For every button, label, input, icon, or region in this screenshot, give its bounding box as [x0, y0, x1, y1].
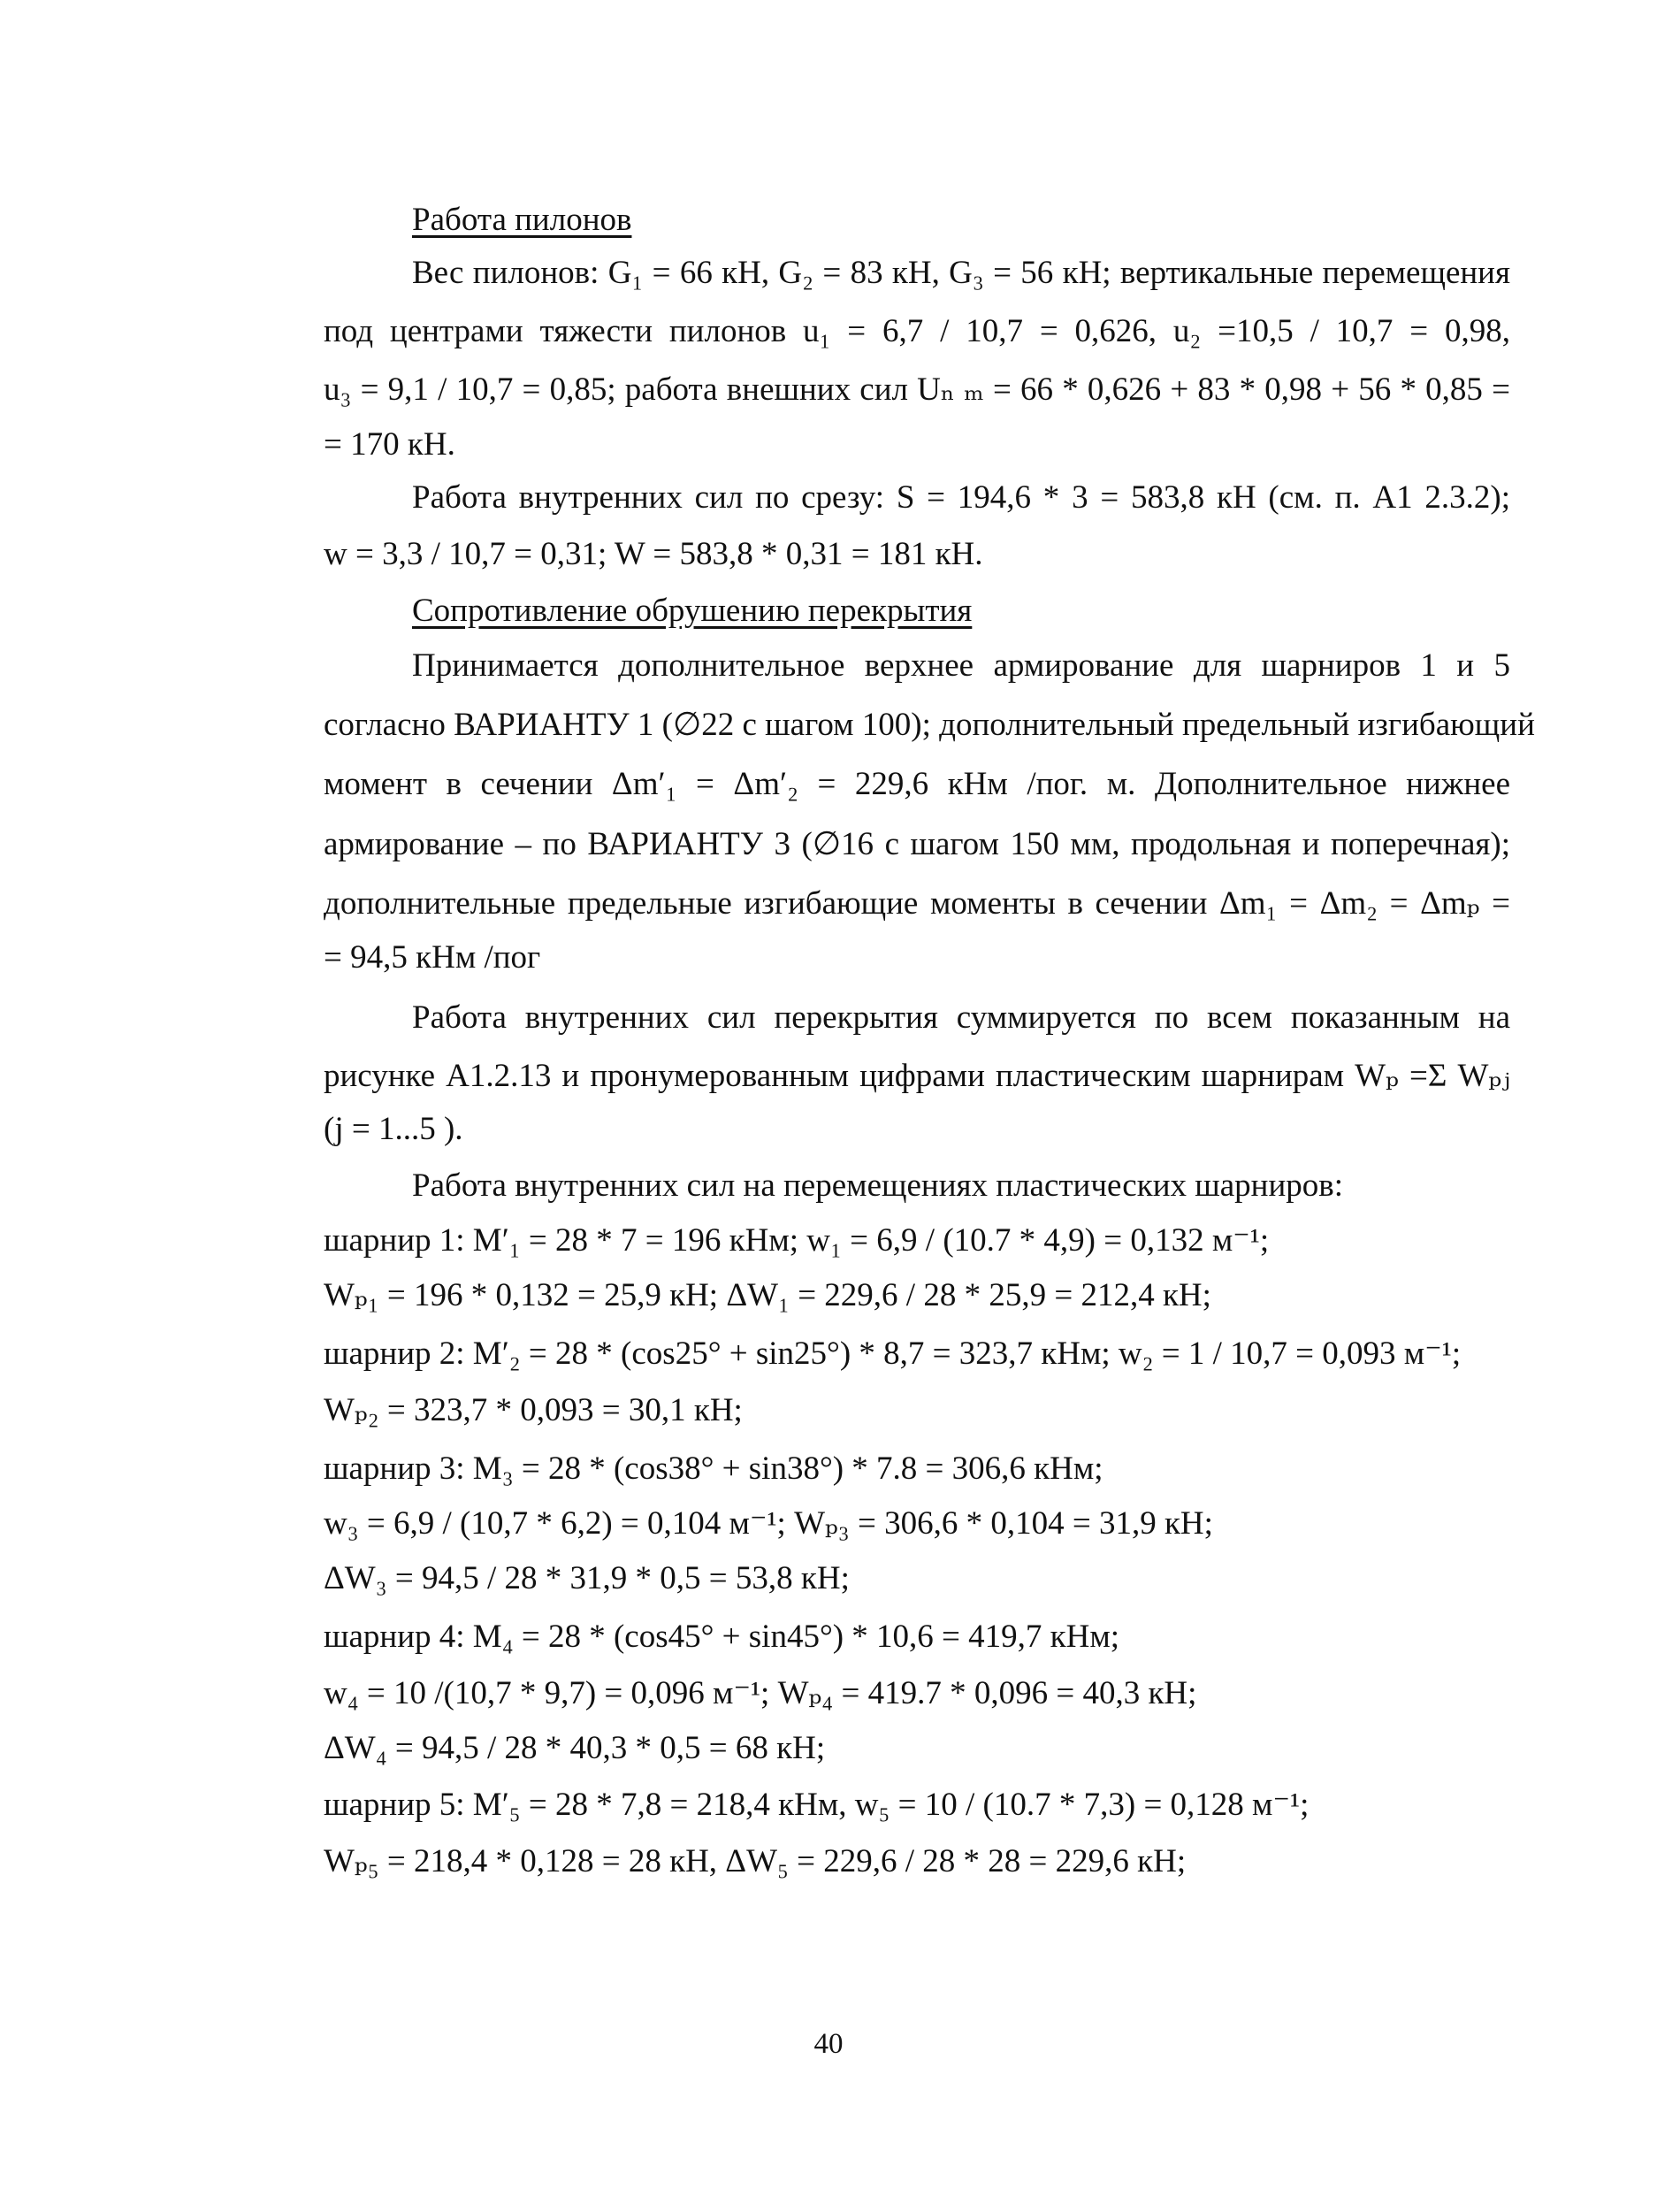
text-line: шарнир 4: M₄ = 28 * (cos45° + sin45°) * 10,6 = 419,7 кНм;	[324, 1619, 1120, 1655]
text-line: u₃ = 9,1 / 10,7 = 0,85; работа внешних сил Uₙ ₘ = 66 * 0,626 + 83 * 0,98 + 56 * 0,85 =	[324, 371, 1510, 408]
text-line: Wₚ₁ = 196 * 0,132 = 25,9 кН; ΔW₁ = 229,6 / 28 * 25,9 = 212,4 кН;	[324, 1277, 1211, 1313]
section-heading-collapse-resistance: Сопротивление обрушению перекрытия	[412, 593, 973, 629]
page-number: 40	[813, 2028, 844, 2060]
text-line: под центрами тяжести пилонов u₁ = 6,7 / 10,7 = 0,626, u₂ =10,5 / 10,7 = 0,98,	[324, 313, 1510, 349]
text-line: = 170 кН.	[324, 426, 455, 463]
text-line: Вес пилонов: G₁ = 66 кН, G₂ = 83 кН, G₃ = 56 кН; вертикальные перемещения	[412, 255, 1510, 291]
text-line: дополнительные предельные изгибающие моменты в сечении Δm₁ = Δm₂ = Δmₚ =	[324, 885, 1510, 922]
text-line: согласно ВАРИАНТУ 1 (∅22 с шагом 100); дополнительный предельный изгибающий	[324, 707, 1535, 743]
section-heading-pylons: Работа пилонов	[412, 202, 632, 238]
text-line: шарнир 3: M₃ = 28 * (cos38° + sin38°) * 7.8 = 306,6 кНм;	[324, 1450, 1103, 1487]
text-line: шарнир 2: M′₂ = 28 * (cos25° + sin25°) * 8,7 = 323,7 кНм; w₂ = 1 / 10,7 = 0,093 м⁻¹;	[324, 1336, 1462, 1372]
text-line: Wₚ₅ = 218,4 * 0,128 = 28 кН, ΔW₅ = 229,6 / 28 * 28 = 229,6 кН;	[324, 1843, 1187, 1879]
text-line: рисунке А1.2.13 и пронумерованным цифрами пластическим шарнирам Wₚ =Σ Wₚⱼ	[324, 1058, 1510, 1094]
text-line: Работа внутренних сил по срезу: S = 194,6 * 3 = 583,8 кН (см. п. А1 2.3.2);	[412, 479, 1510, 516]
text-line: ΔW₃ = 94,5 / 28 * 31,9 * 0,5 = 53,8 кН;	[324, 1560, 850, 1596]
text-line: шарнир 5: M′₅ = 28 * 7,8 = 218,4 кНм, w₅ = 10 / (10.7 * 7,3) = 0,128 м⁻¹;	[324, 1787, 1310, 1823]
text-line: Wₚ₂ = 323,7 * 0,093 = 30,1 кН;	[324, 1392, 743, 1428]
text-line: ΔW₄ = 94,5 / 28 * 40,3 * 0,5 = 68 кН;	[324, 1730, 826, 1766]
text-line: w₃ = 6,9 / (10,7 * 6,2) = 0,104 м⁻¹; Wₚ₃ = 306,6 * 0,104 = 31,9 кН;	[324, 1505, 1213, 1542]
text-line: = 94,5 кНм /пог	[324, 939, 541, 976]
text-line: (j = 1...5 ).	[324, 1111, 463, 1147]
text-line: армирование – по ВАРИАНТУ 3 (∅16 с шагом 150 мм, продольная и поперечная);	[324, 826, 1510, 862]
text-line: шарнир 1: M′₁ = 28 * 7 = 196 кНм; w₁ = 6,9 / (10.7 * 4,9) = 0,132 м⁻¹;	[324, 1222, 1270, 1259]
text-line: w₄ = 10 /(10,7 * 9,7) = 0,096 м⁻¹; Wₚ₄ = 419.7 * 0,096 = 40,3 кН;	[324, 1675, 1197, 1711]
text-line: w = 3,3 / 10,7 = 0,31; W = 583,8 * 0,31 = 181 кН.	[324, 536, 983, 572]
text-line: Работа внутренних сил на перемещениях пластических шарниров:	[412, 1167, 1344, 1204]
text-line: Работа внутренних сил перекрытия суммируется по всем показанным на	[412, 999, 1510, 1036]
text-line: момент в сечении Δm′₁ = Δm′₂ = 229,6 кНм /пог. м. Дополнительное нижнее	[324, 766, 1510, 802]
text-line: Принимается дополнительное верхнее армирование для шарниров 1 и 5	[412, 647, 1510, 684]
